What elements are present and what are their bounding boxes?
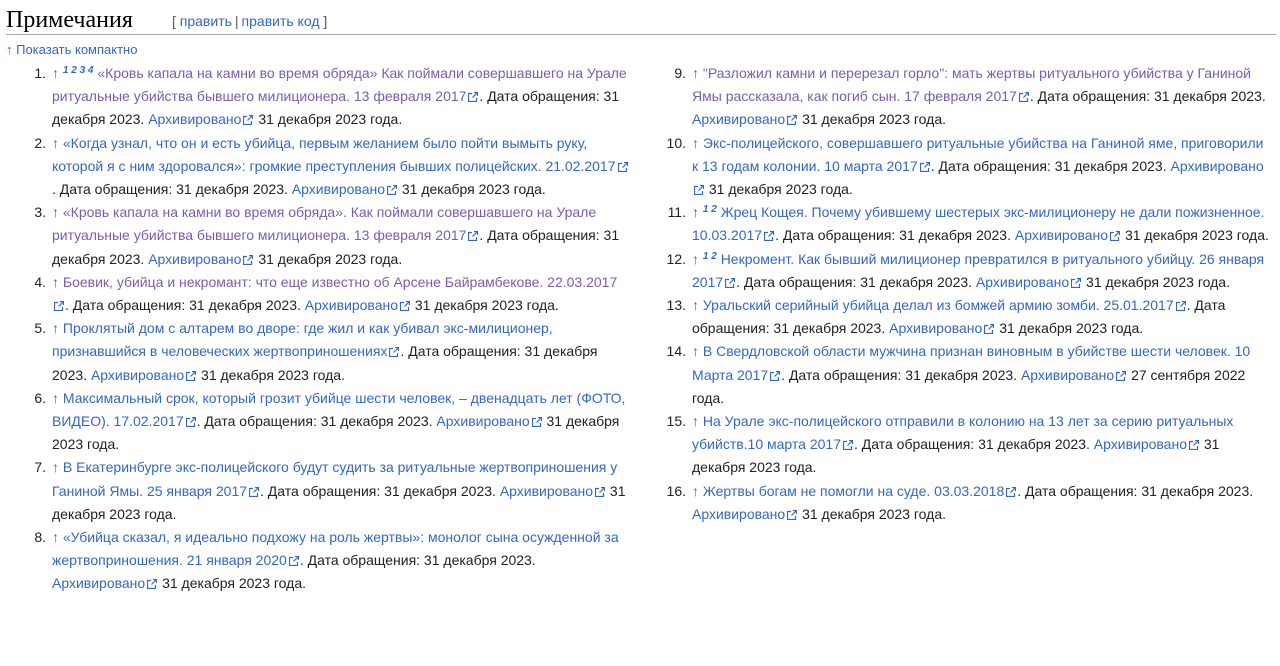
- external-link-icon: [54, 301, 64, 311]
- access-date: . Дата обращения: 31 декабря 2023.: [736, 273, 973, 290]
- reference-item: [660, 340, 1272, 410]
- external-link-icon: [243, 255, 253, 265]
- reference-item: [20, 526, 630, 596]
- access-date: . Дата обращения: 31 декабря 2023.: [853, 436, 1090, 453]
- external-link-icon: [243, 115, 253, 125]
- access-date: . Дата обращения: 31 декабря 2023.: [196, 413, 433, 430]
- reference-item: [660, 132, 1272, 202]
- access-date: . Дата обращения: 31 декабря 2023.: [52, 181, 288, 198]
- reference-item: [660, 248, 1272, 294]
- backlink-letters[interactable]: 1 2: [702, 204, 717, 216]
- reference-item: [660, 480, 1272, 526]
- section-title: Примечания: [6, 7, 133, 33]
- backlink-letters[interactable]: 1 2: [702, 250, 717, 262]
- reference-number: 4.: [34, 273, 46, 290]
- backlink-arrow[interactable]: ↑: [692, 343, 699, 360]
- reference-item: [660, 62, 1272, 132]
- archive-link[interactable]: Архивировано: [1170, 157, 1264, 174]
- archive-date: 31 декабря 2023 года.: [1124, 227, 1269, 244]
- reference-number: 16.: [666, 482, 686, 499]
- reference-number: 11.: [667, 204, 686, 221]
- backlink-arrow[interactable]: ↑: [52, 204, 59, 221]
- backlink-arrow[interactable]: ↑: [692, 204, 699, 221]
- archive-date: 31 декабря 2023 года.: [258, 111, 403, 128]
- archive-date: 31 декабря 2023 года.: [162, 575, 307, 592]
- archive-date: 31 декабря 2023 года.: [802, 111, 947, 128]
- reference-link[interactable]: Максимальный срок, который грозит убийце шести человек, – двенадцать лет (ФОТО, ВИДЕО). 17.02.2017: [52, 389, 626, 430]
- archive-link[interactable]: Архивировано: [148, 250, 242, 267]
- edit-link[interactable]: править: [179, 13, 232, 29]
- external-link-icon: [770, 371, 780, 381]
- access-date: . Дата обращения: 31 декабря 2023.: [692, 297, 1226, 337]
- external-link-icon: [595, 487, 605, 497]
- archive-link[interactable]: Архивировано: [148, 111, 242, 128]
- reference-number: 2.: [34, 134, 46, 151]
- access-date: . Дата обращения: 31 декабря 2023.: [775, 227, 1011, 244]
- access-date: . Дата обращения: 31 декабря 2023.: [1029, 88, 1266, 105]
- external-link-icon: [400, 301, 410, 311]
- reference-item: [660, 201, 1272, 247]
- backlink-arrow[interactable]: ↑: [52, 529, 59, 546]
- reference-item: [20, 317, 630, 387]
- access-date: . Дата обращения: 31 декабря 2023.: [260, 482, 496, 499]
- external-link-icon: [468, 231, 478, 241]
- access-date: . Дата обращения: 31 декабря 2023.: [299, 552, 536, 569]
- archive-link[interactable]: Архивировано: [90, 366, 185, 383]
- access-date: . Дата обращения: 31 декабря 2023.: [930, 157, 1167, 174]
- bracket-close: ]: [323, 13, 328, 29]
- archive-date: 31 декабря 2023 года.: [1086, 273, 1230, 290]
- archive-link[interactable]: Архивировано: [889, 320, 983, 337]
- external-link-icon: [1071, 278, 1081, 288]
- archive-link[interactable]: Архивировано: [1014, 227, 1109, 244]
- reference-link[interactable]: В Свердловской области мужчина признан виновным в убийстве шести человек. 10 Марта 2017: [692, 343, 1251, 383]
- reference-number: 10.: [666, 134, 686, 151]
- archive-date: 31 декабря 2023 года.: [999, 320, 1144, 337]
- reference-item: [20, 271, 630, 317]
- references-column-left: [20, 62, 630, 596]
- external-link-icon: [787, 510, 797, 520]
- reference-number: 12.: [666, 250, 686, 267]
- external-link-icon: [186, 417, 196, 427]
- external-link-icon: [387, 185, 397, 195]
- reference-item: [660, 294, 1272, 340]
- edit-section-links: [172, 12, 327, 30]
- backlink-arrow[interactable]: ↑: [692, 482, 699, 499]
- external-link-icon: [1110, 231, 1120, 241]
- external-link-icon: [249, 487, 259, 497]
- reference-link[interactable]: Жрец Кощея. Почему убившему шестерых экс-милиционеру не дали пожизненное. 10.03.2017: [692, 204, 1265, 244]
- reference-link[interactable]: Уральский серийный убийца делал из бомжей армию зомби. 25.01.2017: [702, 297, 1174, 314]
- reference-number: 14.: [666, 343, 686, 360]
- reference-number: 3.: [34, 204, 46, 221]
- external-link-icon: [1176, 301, 1186, 311]
- external-link-icon: [725, 278, 735, 288]
- external-link-icon: [694, 185, 704, 195]
- external-link-icon: [1116, 371, 1126, 381]
- external-link-icon: [618, 162, 628, 172]
- archive-date: 31 декабря 2023 года.: [401, 181, 546, 198]
- access-date: . Дата обращения: 31 декабря 2023.: [1017, 482, 1254, 499]
- reference-item: [20, 132, 630, 202]
- access-date: . Дата обращения: 31 декабря 2023.: [52, 343, 598, 383]
- backlink-arrow[interactable]: ↑: [692, 250, 699, 267]
- reference-item: [660, 410, 1272, 480]
- reference-number: 9.: [674, 65, 686, 81]
- reference-link[interactable]: Экс-полицейского, совершавшего ритуальные убийства на Ганиной яме, приговорили к 13 годам колонии. 10 марта 2017: [692, 134, 1264, 174]
- archive-link[interactable]: Архивировано: [304, 297, 398, 314]
- reference-link[interactable]: «Кровь капала на камни во время обряда». Как поймали совершавшего на Урале ритуальные убийства бывшего милиционера. 13 февраля 2017: [52, 204, 597, 244]
- backlink-arrow[interactable]: ↑: [52, 65, 59, 81]
- archive-link[interactable]: Архивировано: [975, 273, 1070, 290]
- external-link-icon: [787, 115, 797, 125]
- reference-number: 6.: [34, 389, 46, 406]
- archive-date: 31 декабря 2023 года.: [52, 482, 626, 522]
- reference-number: 7.: [34, 459, 46, 476]
- archive-date: 31 декабря 2023 года.: [52, 413, 620, 453]
- archive-link[interactable]: Архивировано: [692, 111, 786, 128]
- edit-code-link[interactable]: править код: [241, 13, 320, 29]
- reference-link[interactable]: Некромент. Как бывший милиционер превратился в ритуального убийцу. 26 января 2017: [692, 250, 1265, 290]
- archive-date: 31 декабря 2023 года.: [802, 505, 947, 522]
- access-date: . Дата обращения: 31 декабря 2023.: [781, 366, 1018, 383]
- backlink-arrow[interactable]: ↑: [52, 273, 59, 290]
- reference-number: 1.: [34, 65, 46, 81]
- access-date: . Дата обращения: 31 декабря 2023.: [52, 88, 620, 128]
- archive-link[interactable]: Архивировано: [1020, 366, 1115, 383]
- backlink-arrow[interactable]: ↑: [52, 459, 59, 476]
- reference-link[interactable]: Боевик, убийца и некромант: что еще известно об Арсене Байрамбекове. 22.03.2017: [62, 273, 618, 290]
- external-link-icon: [289, 556, 299, 566]
- external-link-icon: [764, 231, 774, 241]
- access-date: . Дата обращения: 31 декабря 2023.: [65, 297, 301, 314]
- backlink-letters[interactable]: 1 2 3 4: [62, 65, 94, 76]
- reference-link[interactable]: «Кровь капала на камни во время обряда» Как поймали совершавшего на Урале ритуальные убийства бывшего милиционера. 13 февраля 2017: [52, 65, 627, 105]
- backlink-arrow[interactable]: ↑: [52, 320, 59, 337]
- archive-link[interactable]: Архивировано: [291, 181, 385, 198]
- external-link-icon: [186, 371, 196, 381]
- external-link-icon: [532, 417, 542, 427]
- archive-date: 31 декабря 2023 года.: [414, 297, 559, 314]
- reference-link[interactable]: "Разложил камни и перерезал горло": мать жертвы ритуального убийства у Ганиной Ямы рассказала, как погиб сын. 17 февраля 2017: [692, 65, 1251, 105]
- references-column-right: [660, 62, 1272, 526]
- reference-item: [20, 387, 630, 457]
- reference-number: 13.: [666, 297, 686, 314]
- backlink-arrow[interactable]: ↑: [692, 134, 699, 151]
- external-link-icon: [1006, 487, 1016, 497]
- reference-item: [20, 62, 630, 132]
- edit-separator: |: [234, 13, 239, 29]
- backlink-arrow[interactable]: ↑: [692, 413, 699, 430]
- external-link-icon: [1019, 92, 1029, 102]
- reference-link[interactable]: На Урале экс-полицейского отправили в колонию на 13 лет за серию ритуальных убийств.10 марта 2017: [692, 413, 1234, 453]
- reference-link[interactable]: Проклятый дом с алтарем во дворе: где жил и как убивал экс-милиционер, признавшийся в человеческих жертвоприношениях: [52, 320, 553, 360]
- archive-link[interactable]: Архивировано: [499, 482, 594, 499]
- external-link-icon: [843, 440, 853, 450]
- archive-link[interactable]: Архивировано: [52, 575, 146, 592]
- external-link-icon: [389, 347, 399, 357]
- reference-item: [20, 456, 630, 526]
- bracket-open: [: [172, 13, 176, 29]
- reference-number: 15.: [666, 413, 686, 430]
- backlink-arrow[interactable]: ↑: [52, 134, 59, 151]
- backlink-arrow[interactable]: ↑: [692, 297, 699, 314]
- reference-link[interactable]: В Екатеринбурге экс-полицейского будут судить за ритуальные жертвоприношения у Ганиной Ямы. 25 января 2017: [52, 459, 618, 499]
- external-link-icon: [468, 92, 478, 102]
- backlink-arrow[interactable]: ↑: [52, 389, 59, 406]
- section-heading: [6, 4, 1276, 35]
- reference-number: 8.: [34, 529, 46, 546]
- archive-date: 27 сентября 2022 года.: [692, 366, 1246, 406]
- archive-link[interactable]: Архивировано: [436, 413, 530, 430]
- archive-date: 31 декабря 2023 года.: [708, 181, 853, 198]
- show-compact-link[interactable]: ↑ Показать компактно: [6, 42, 138, 57]
- reference-number: 5.: [34, 320, 46, 337]
- reference-item: [20, 201, 630, 271]
- reference-link[interactable]: «Убийца сказал, я идеально подхожу на роль жертвы»: монолог сына осужденной за жертвоприношения. 21 января 2020: [52, 529, 619, 569]
- external-link-icon: [984, 324, 994, 334]
- archive-date: 31 декабря 2023 года.: [692, 436, 1220, 476]
- external-link-icon: [147, 579, 157, 589]
- archive-date: 31 декабря 2023 года.: [201, 366, 345, 383]
- backlink-arrow[interactable]: ↑: [692, 65, 699, 81]
- external-link-icon: [920, 162, 930, 172]
- external-link-icon: [1189, 440, 1199, 450]
- access-date: . Дата обращения: 31 декабря 2023.: [52, 227, 620, 267]
- reference-link[interactable]: «Когда узнал, что он и есть убийца, первым желанием было пойти вымыть руку, которой я с ним здоровался»: громкие преступления бывших полицейских. 21.02.2017: [52, 134, 616, 174]
- archive-date: 31 декабря 2023 года.: [258, 250, 403, 267]
- reference-link[interactable]: Жертвы богам не помогли на суде. 03.03.2018: [702, 482, 1005, 499]
- archive-link[interactable]: Архивировано: [692, 505, 786, 522]
- archive-link[interactable]: Архивировано: [1093, 436, 1187, 453]
